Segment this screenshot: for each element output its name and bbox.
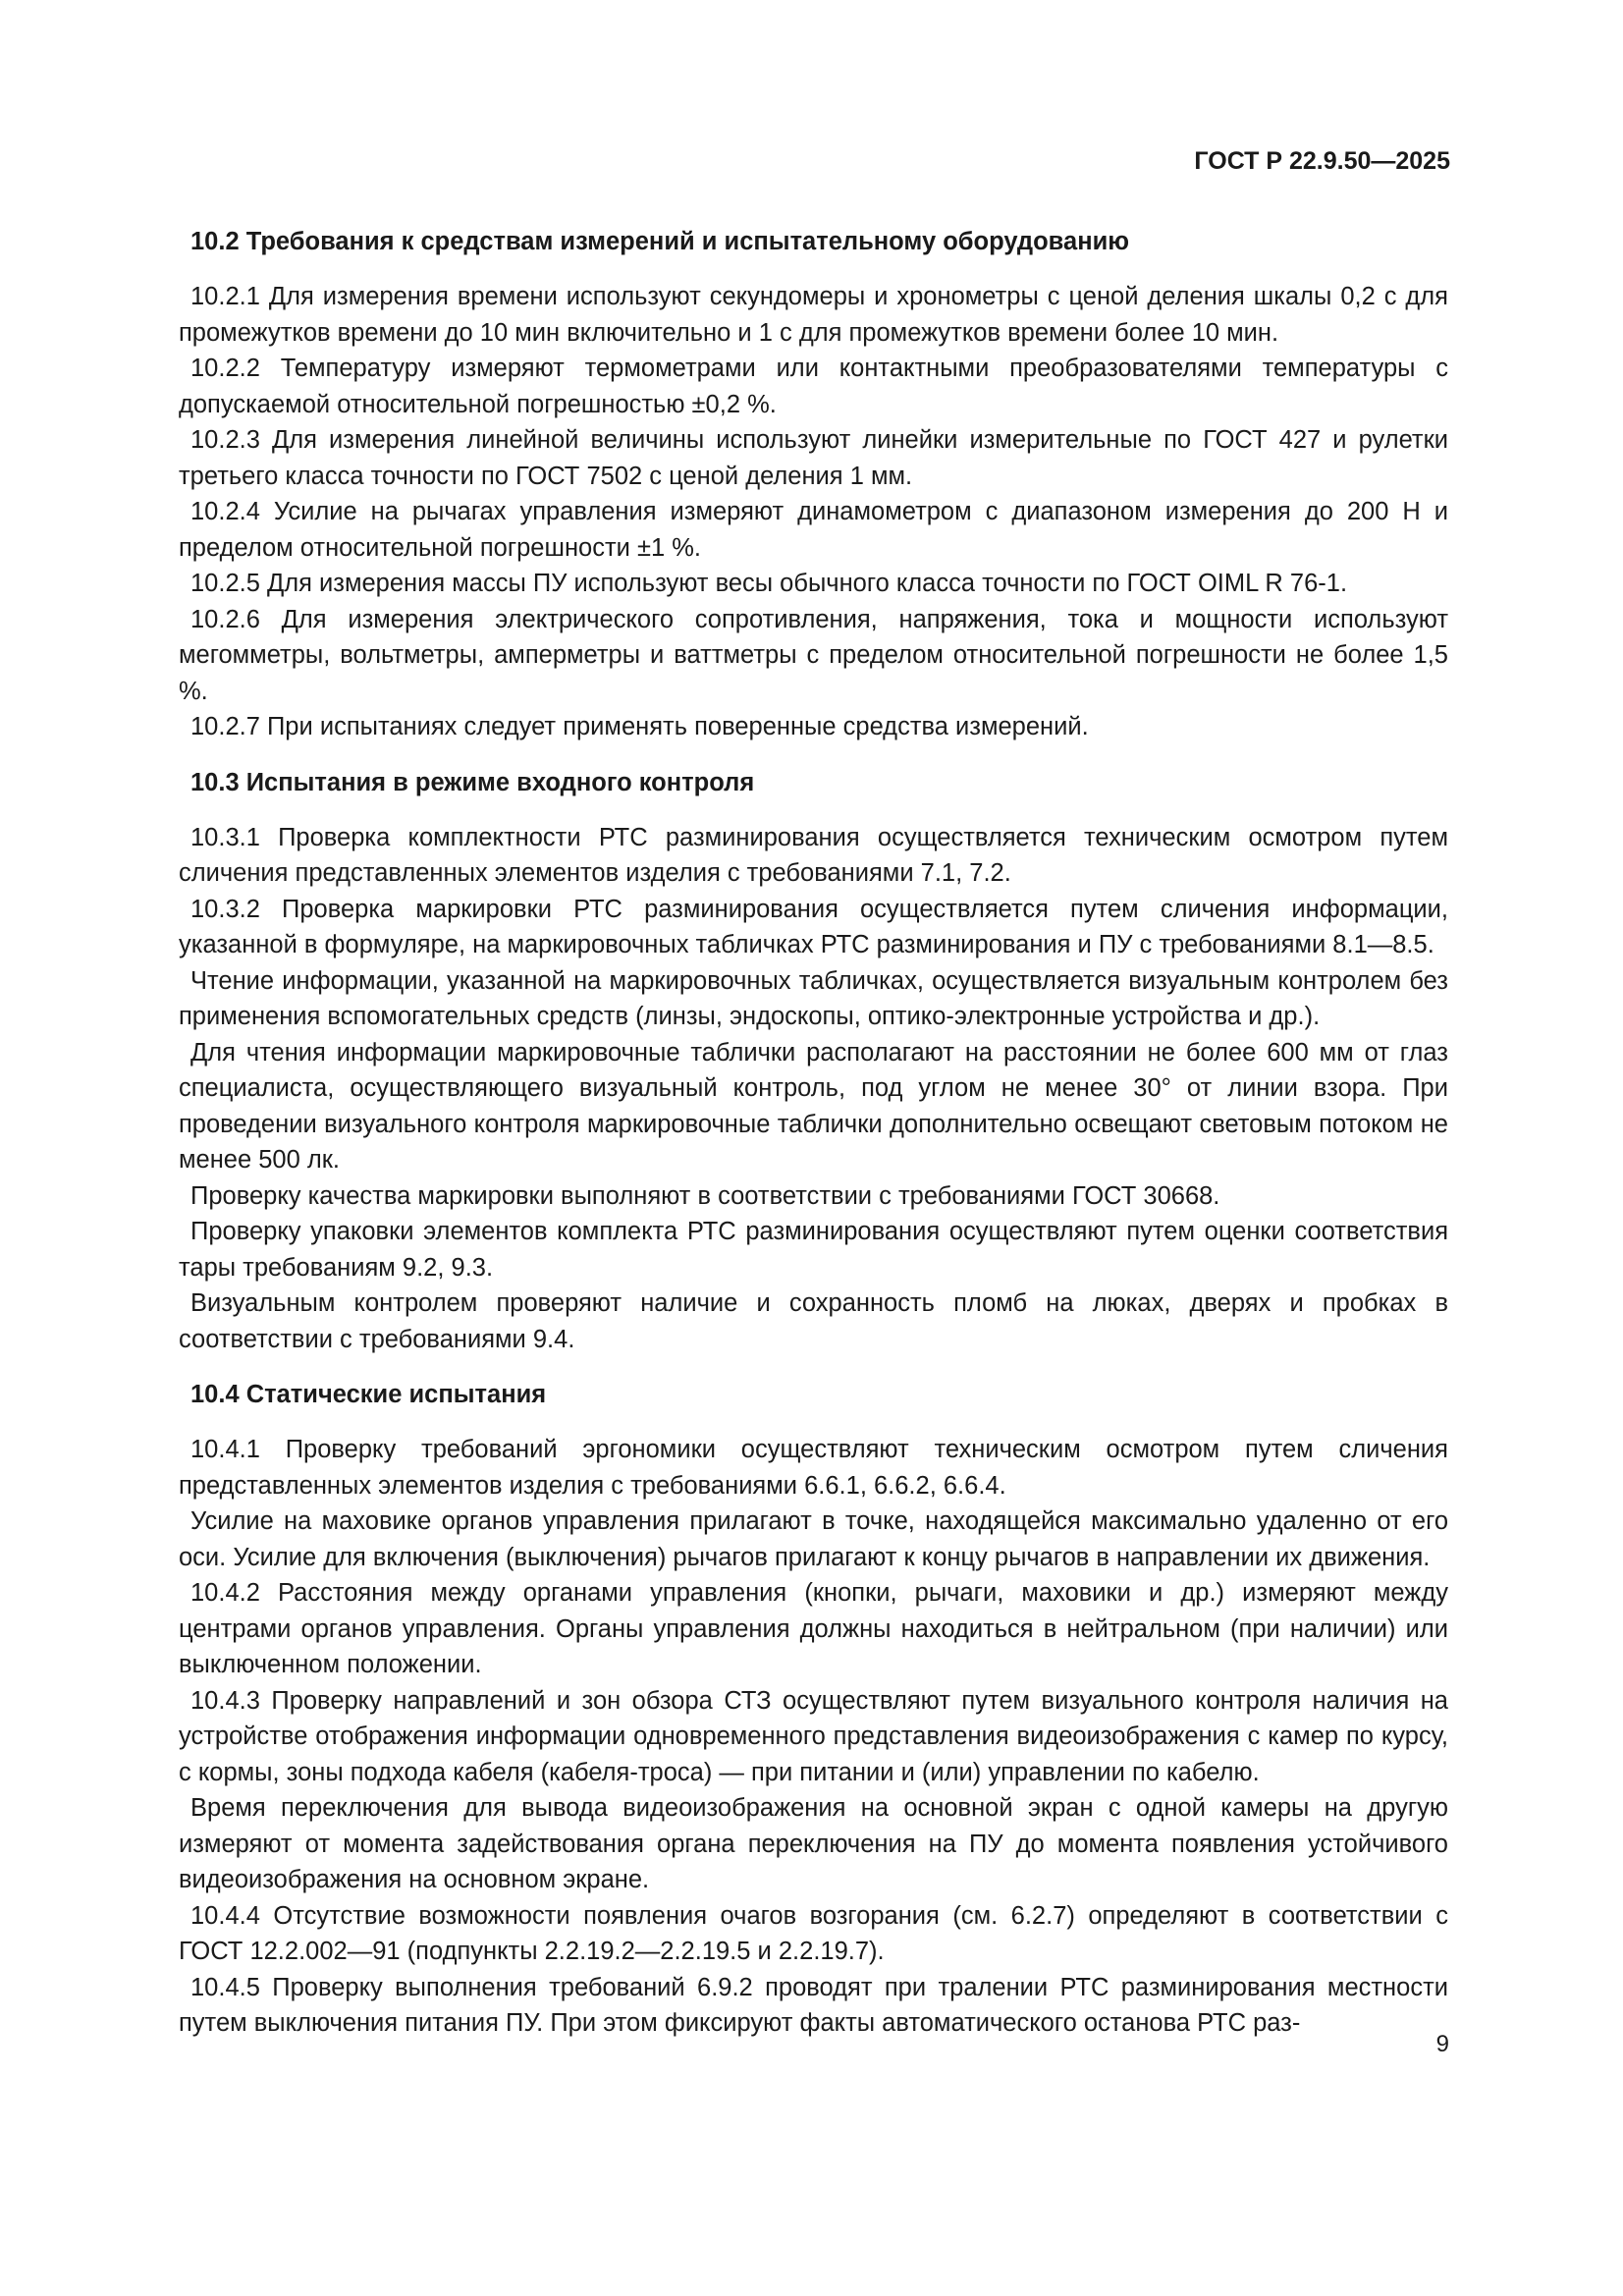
paragraph: 10.4.3 Проверку направлений и зон обзора СТЗ осуществляют путем визуального контроля наличия на устройстве отображения информации одновременного представления видеоизображения с камер по курсу, с кормы, зоны подхода кабеля (кабеля-троса) — при питании и (или) управлении по кабелю. xyxy=(179,1686,1448,1786)
paragraph: Визуальным контролем проверяют наличие и сохранность пломб на люках, дверях и пробках в соответствии с требованиями 9.4. xyxy=(179,1289,1448,1353)
paragraph: 10.4.5 Проверку выполнения требований 6.9.2 проводят при тралении РТС разминирования местности путем выключения питания ПУ. При этом фиксируют факты автоматического останова РТС раз- xyxy=(179,1973,1448,2037)
page-number: 9 xyxy=(1435,2031,1449,2057)
paragraph: 10.2.7 При испытаниях следует применять поверенные средства измерений. xyxy=(190,713,1089,740)
paragraph: 10.2.2 Температуру измеряют термометрами или контактными преобразователями температуры с допускаемой относительной погрешностью ±0,2 %. xyxy=(179,355,1448,418)
paragraph: 10.2.5 Для измерения массы ПУ используют весы обычного класса точности по ГОСТ OIML R 76-1. xyxy=(190,570,1348,597)
paragraph: Чтение информации, указанной на маркировочных табличках, осуществляется визуальным контролем без применения вспомогательных средств (линзы, эндоскопы, оптико-электронные устройства и др.). xyxy=(179,966,1448,1030)
section-10-2 xyxy=(179,224,1448,745)
paragraph: 10.4.1 Проверку требований эргономики осуществляют техническим осмотром путем сличения представленных элементов изделия с требованиями 6.6.1, 6.6.2, 6.6.4. xyxy=(179,1436,1448,1500)
paragraph: Проверку качества маркировки выполняют в соответствии с требованиями ГОСТ 30668. xyxy=(190,1181,1220,1210)
section-10-4 xyxy=(179,1377,1448,2042)
paragraph: 10.2.3 Для измерения линейной величины используют линейки измерительные по ГОСТ 427 и рулетки третьего класса точности по ГОСТ 7502 с ценой деления 1 мм. xyxy=(179,426,1448,490)
document-body xyxy=(179,224,1448,2061)
paragraph: Усилие на маховике органов управления прилагают в точке, находящейся максимально удаленно от его оси. Усилие для включения (выключения) рычагов прилагают к концу рычагов в направлении их движения. xyxy=(179,1507,1448,1571)
paragraph: Для чтения информации маркировочные таблички располагают на расстоянии не более 600 мм от глаз специалиста, осуществляющего визуальный контроль, под углом не менее 30° от линии взора. При проведении визуального контроля маркировочные таблички дополнительно освещают световым потоком не менее 500 лк. xyxy=(179,1038,1448,1174)
paragraph: 10.4.2 Расстояния между органами управления (кнопки, рычаги, маховики и др.) измеряют между центрами органов управления. Органы управления должны находиться в нейтральном (при наличии) или выключенном положении. xyxy=(179,1579,1448,1678)
paragraph: 10.2.4 Усилие на рычагах управления измеряют динамометром с диапазоном измерения до 200 Н и пределом относительной погрешности ±1 %. xyxy=(179,498,1448,562)
paragraph: 10.3.1 Проверка комплектности РТС разминирования осуществляется техническим осмотром путем сличения представленных элементов изделия с требованиями 7.1, 7.2. xyxy=(179,823,1448,887)
paragraph: 10.2.1 Для измерения времени используют секундомеры и хронометры с ценой деления шкалы 0,2 с для промежутков времени до 10 мин включительно и 1 с для промежутков времени более 10 мин. xyxy=(179,283,1448,347)
section-heading: 10.3 Испытания в режиме входного контроля xyxy=(190,768,755,796)
paragraph: 10.4.4 Отсутствие возможности появления очагов возгорания (см. 6.2.7) определяют в соответствии с ГОСТ 12.2.002—91 (подпункты 2.2.19.2—2.2.19.5 и 2.2.19.7). xyxy=(179,1901,1448,1965)
paragraph: Время переключения для вывода видеоизображения на основной экран с одной камеры на другую измеряют от момента задействования органа переключения на ПУ до момента появления устойчивого видеоизображения на основном экране. xyxy=(179,1794,1448,1893)
section-heading: 10.2 Требования к средствам измерений и испытательному оборудованию xyxy=(190,228,1130,255)
document-code-header: ГОСТ Р 22.9.50—2025 xyxy=(1194,147,1450,175)
section-heading: 10.4 Статические испытания xyxy=(190,1381,547,1408)
paragraph: 10.2.6 Для измерения электрического сопротивления, напряжения, тока и мощности используют мегомметры, вольтметры, амперметры и ваттметры с пределом относительной погрешности не более 1,5 %. xyxy=(179,605,1448,705)
section-10-3 xyxy=(179,765,1448,1358)
paragraph: Проверку упаковки элементов комплекта РТС разминирования осуществляют путем оценки соответствия тары требованиям 9.2, 9.3. xyxy=(179,1218,1448,1282)
paragraph: 10.3.2 Проверка маркировки РТС разминирования осуществляется путем сличения информации, указанной в формуляре, на маркировочных табличках РТС разминирования и ПУ с требованиями 8.1—8.5. xyxy=(179,895,1448,958)
